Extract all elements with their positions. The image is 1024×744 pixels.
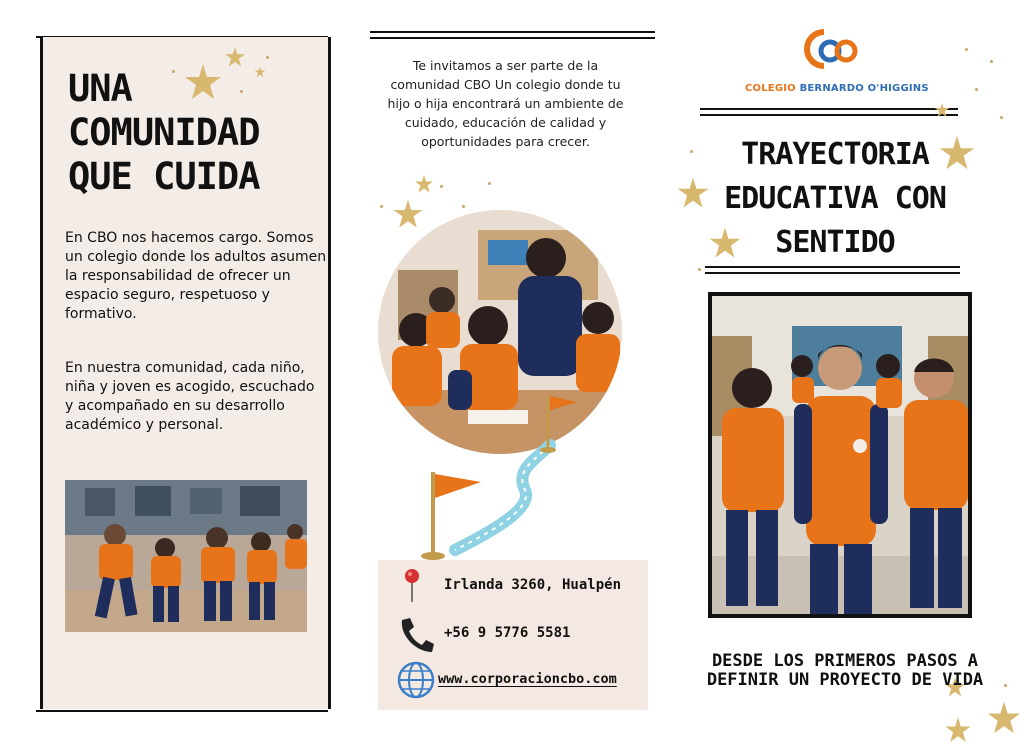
sparkle-dot — [1000, 116, 1003, 119]
right-panel-tagline: DESDE LOS PRIMEROS PASOS A DEFINIR UN PROYECTO DE VIDA — [706, 651, 984, 690]
star-icon — [938, 134, 976, 172]
left-paragraph-1: En CBO nos hacemos cargo. Somos un colegio donde los adultos asumen la responsabilidad de ofrecer un espacio seguro, respetuoso y formativo. — [65, 230, 327, 322]
contact-website-link[interactable]: www.corporacioncbo.com — [438, 671, 617, 687]
students-hallway-photo — [708, 292, 972, 618]
sparkle-dot — [690, 150, 693, 153]
sparkle-dot — [965, 48, 968, 51]
sparkle-dot — [1004, 684, 1007, 687]
right-title-rule-3 — [705, 266, 960, 268]
school-name — [745, 83, 929, 94]
contact-address: Irlanda 3260, Hualpén — [444, 577, 622, 593]
middle-top-rule-2 — [370, 37, 655, 39]
sparkle-dot — [172, 70, 175, 73]
sparkle-dot — [240, 90, 243, 93]
right-panel-title: TRAYECTORIA EDUCATIVA CON SENTIDO — [724, 137, 946, 260]
left-bottom-rule — [36, 710, 328, 712]
star-icon — [254, 66, 266, 78]
sparkle-dot — [990, 60, 993, 63]
location-pin-icon — [396, 566, 436, 606]
left-paragraph-2: En nuestra comunidad, cada niño, niña y joven es acogido, escuchado y acompañado en su desarrollo académico y personal. — [65, 360, 315, 433]
star-icon — [183, 62, 223, 102]
star-icon — [676, 176, 710, 210]
school-name-part2: BERNARDO O'HIGGINS — [799, 83, 929, 94]
sparkle-dot — [462, 205, 465, 208]
phone-icon — [396, 614, 436, 654]
left-panel-title: UNA COMUNIDAD QUE CUIDA — [68, 67, 260, 198]
star-icon — [224, 46, 246, 68]
star-icon — [708, 226, 742, 260]
contact-address-row — [378, 566, 648, 606]
school-name-part1: COLEGIO — [745, 83, 796, 94]
sparkle-dot — [266, 56, 269, 59]
path-flags-illustration — [415, 390, 595, 565]
star-icon — [986, 700, 1022, 736]
contact-box — [378, 560, 648, 710]
middle-top-rule — [370, 31, 655, 33]
right-title-rule-1 — [700, 108, 958, 110]
right-title-rule-4 — [705, 272, 960, 274]
globe-icon — [396, 660, 436, 700]
star-icon — [414, 174, 434, 194]
sparkle-dot — [440, 185, 443, 188]
sparkle-dot — [380, 205, 383, 208]
sparkle-dot — [975, 88, 978, 91]
cbo-logo — [800, 24, 860, 74]
sparkle-dot — [698, 268, 701, 271]
star-icon — [934, 102, 950, 118]
contact-website-row — [378, 660, 648, 700]
contact-phone[interactable]: +56 9 5776 5581 — [444, 625, 571, 641]
left-panel — [40, 37, 331, 709]
students-running-photo — [65, 480, 307, 632]
right-title-rule-2 — [700, 114, 958, 116]
star-icon — [944, 716, 972, 744]
sparkle-dot — [488, 182, 491, 185]
invitation-text: Te invitamos a ser parte de la comunidad CBO Un colegio donde tu hijo o hija encontrará un ambiente de cuidado, educación de calidad y oportunidades para crecer. — [387, 58, 624, 149]
star-icon — [392, 198, 424, 230]
contact-phone-row — [378, 614, 648, 654]
